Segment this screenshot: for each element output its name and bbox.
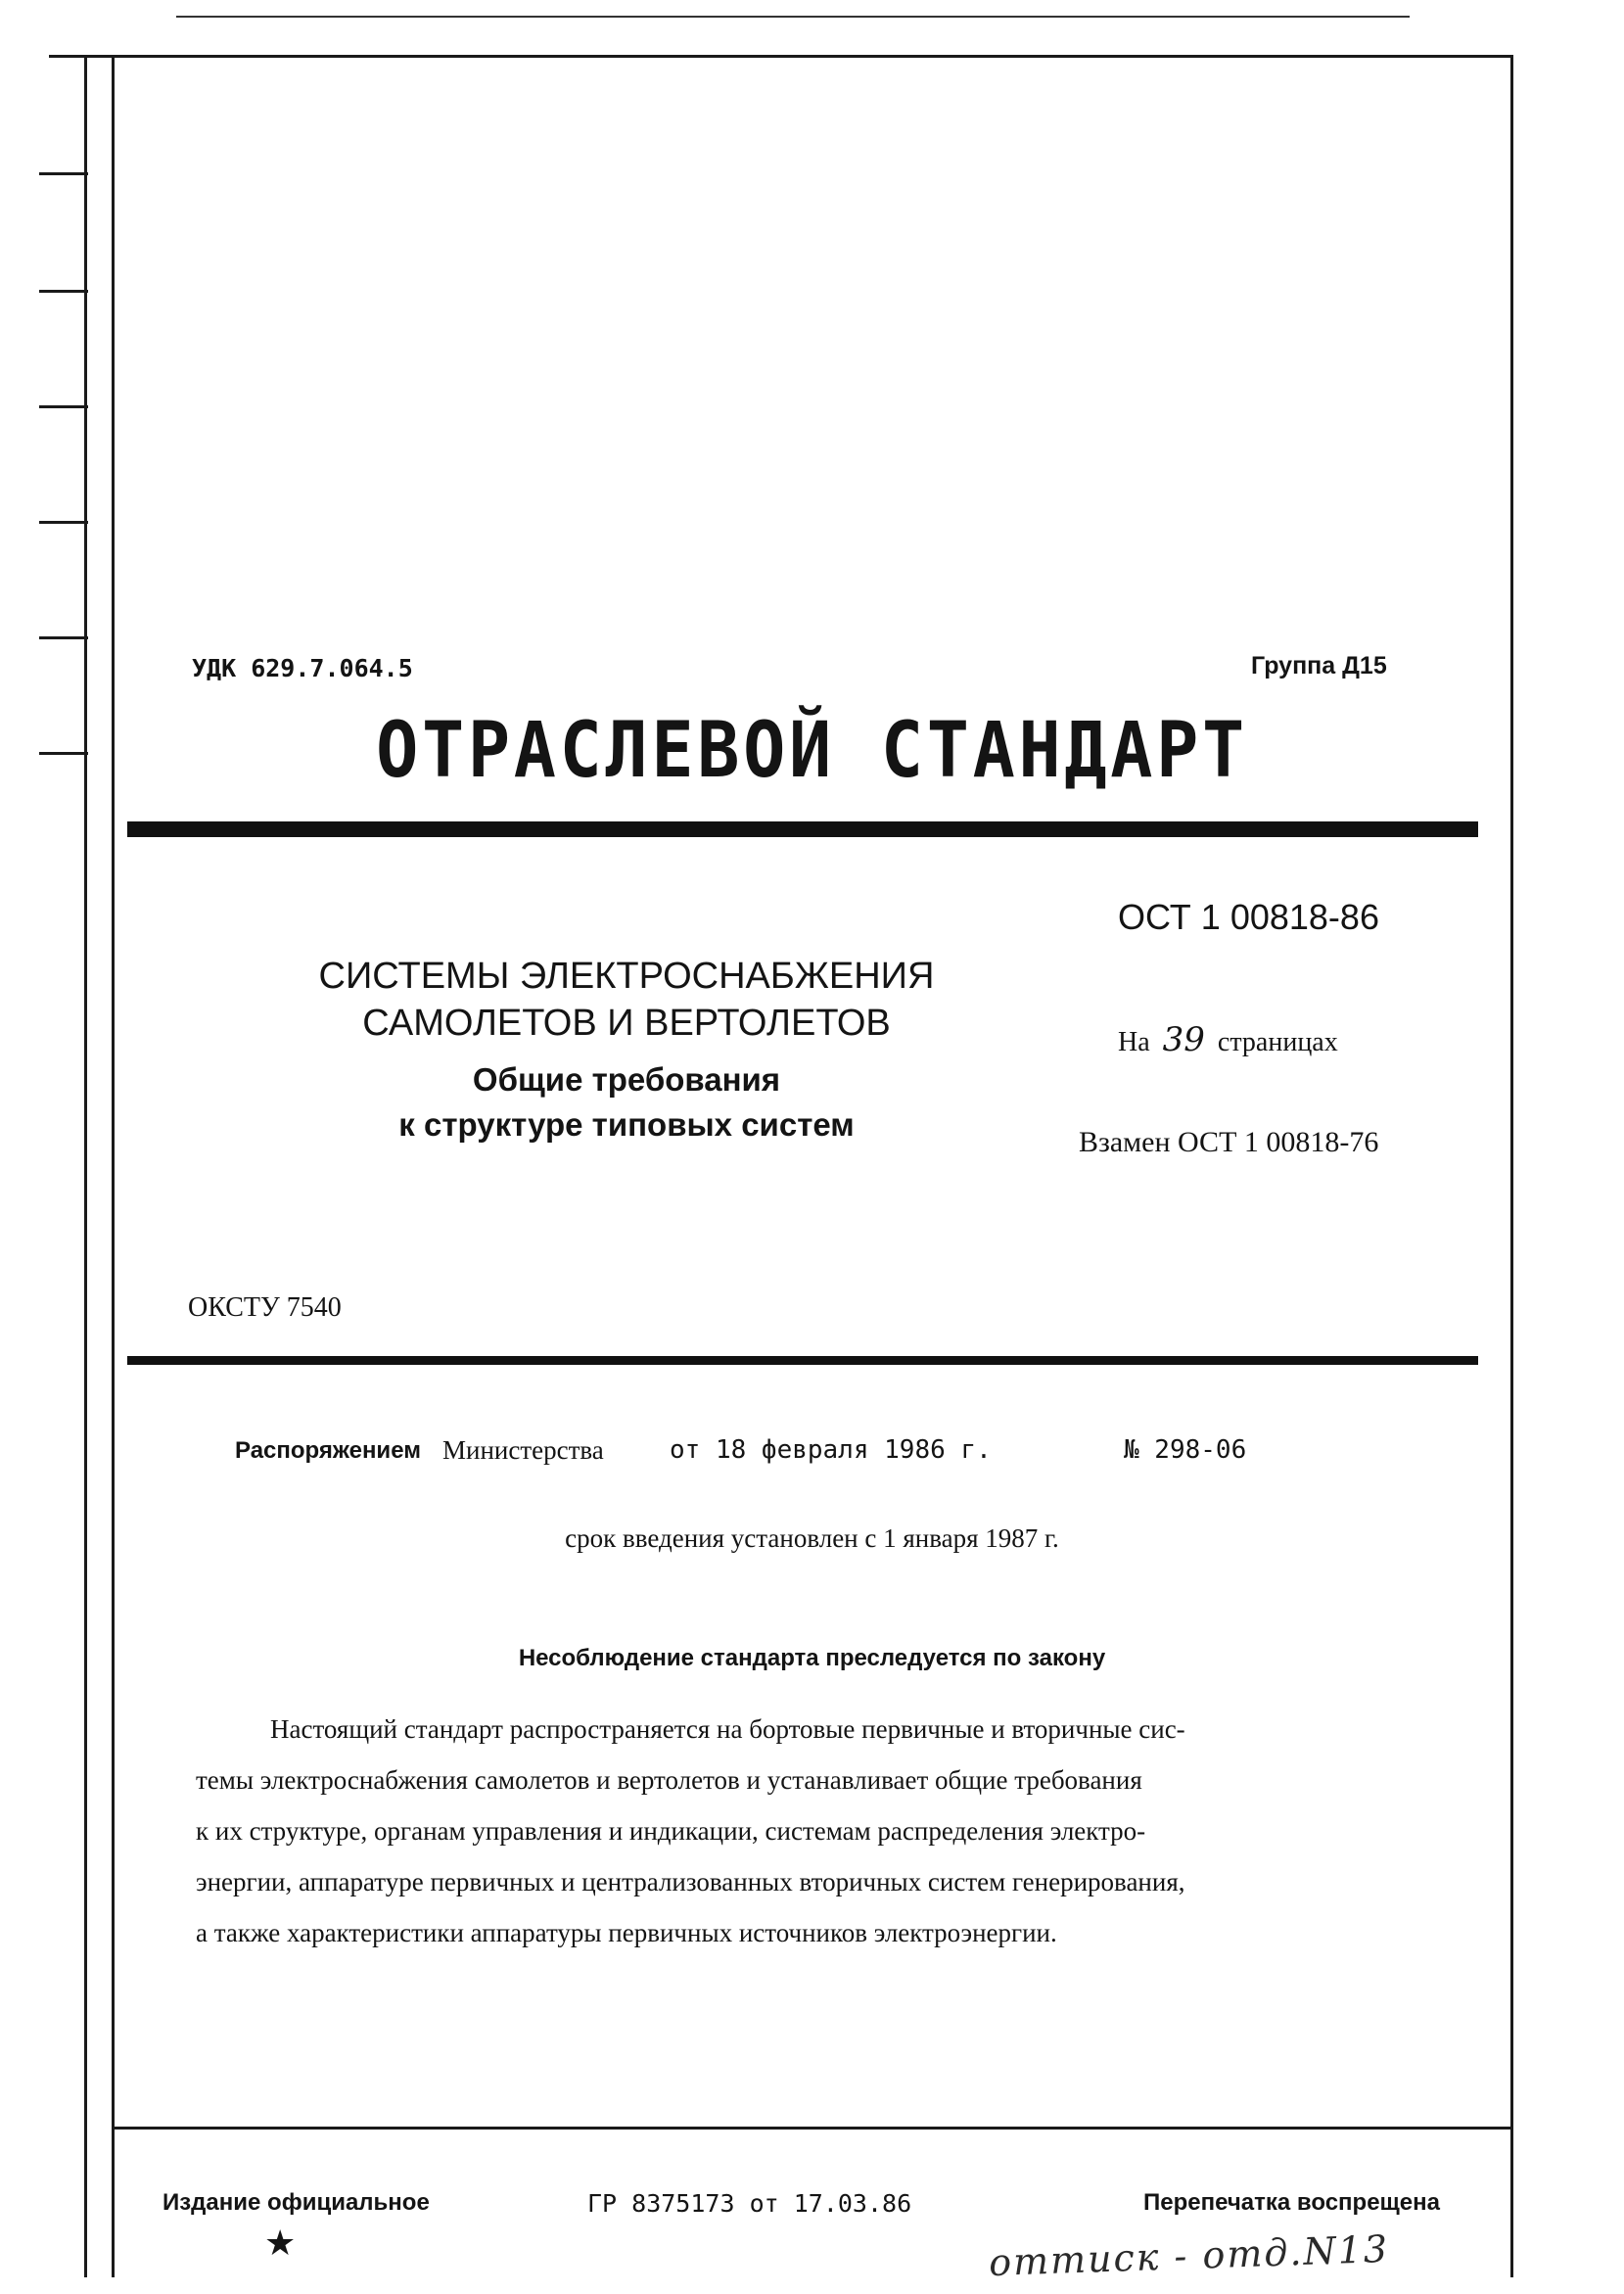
page-count-prefix: На: [1118, 1027, 1150, 1057]
handwritten-note: оттиск - отд.N13: [988, 2226, 1390, 2285]
frame-inner-left-border: [112, 55, 115, 2277]
frame-top-border: [49, 55, 1513, 58]
order-authority: Министерства: [442, 1435, 604, 1465]
body-line: Настоящий стандарт распространяется на бортовые первичные и вторичные сис-: [270, 1714, 1185, 1744]
page-count: [1118, 1020, 1338, 1059]
body-line: темы электроснабжения самолетов и вертолетов и устанавливает общие требования: [196, 1765, 1142, 1795]
standard-name-line2: САМОЛЕТОВ И ВЕРТОЛЕТОВ: [362, 1003, 891, 1044]
standard-subtitle-line2: к структуре типовых систем: [398, 1106, 855, 1143]
margin-tick: [39, 636, 88, 639]
standard-code: ОСТ 1 00818-86: [1118, 897, 1379, 937]
body-line: к их структуре, органам управления и индикации, системам распределения электро-: [196, 1816, 1146, 1846]
top-stub-line: [176, 16, 1410, 18]
registration-number: ГР 8375173 от 17.03.86: [587, 2189, 912, 2218]
group-code: Группа Д15: [1251, 652, 1387, 679]
body-line: энергии, аппаратуре первичных и централизованных вторичных систем генерирования,: [196, 1867, 1185, 1896]
order-label: Распоряжением: [235, 1437, 421, 1464]
replaces-standard: Взамен ОСТ 1 00818-76: [1079, 1126, 1379, 1158]
margin-tick: [39, 290, 88, 293]
legal-warning: Несоблюдение стандарта преследуется по закону: [518, 1645, 1106, 1671]
document-title: ОТРАСЛЕВОЙ СТАНДАРТ: [376, 707, 1248, 795]
star-icon: ★: [264, 2224, 297, 2263]
page-count-number: 39: [1162, 1020, 1205, 1059]
official-edition: Издание официальное: [162, 2189, 430, 2216]
title-rule: [127, 821, 1478, 837]
footer-rule: [114, 2127, 1513, 2130]
okstu-code: ОКСТУ 7540: [188, 1292, 342, 1323]
body-line: а также характеристики аппаратуры первичных источников электроэнергии.: [196, 1918, 1057, 1947]
page-count-suffix: страницах: [1217, 1027, 1338, 1057]
margin-tick: [39, 521, 88, 524]
section-rule: [127, 1356, 1478, 1365]
standard-subtitle-line1: Общие требования: [472, 1061, 781, 1098]
effective-date: срок введения установлен с 1 января 1987 г.: [565, 1523, 1059, 1553]
margin-tick: [39, 405, 88, 408]
standard-name-line1: СИСТЕМЫ ЭЛЕКТРОСНАБЖЕНИЯ: [318, 956, 935, 997]
frame-left-border: [84, 55, 87, 2277]
margin-tick: [39, 172, 88, 175]
frame-right-border: [1510, 55, 1513, 2277]
order-date: от 18 февраля 1986 г.: [670, 1435, 992, 1465]
reprint-notice: Перепечатка воспрещена: [1143, 2189, 1440, 2216]
order-number: № 298-06: [1124, 1435, 1247, 1465]
udk-code: УДК 629.7.064.5: [192, 654, 413, 682]
